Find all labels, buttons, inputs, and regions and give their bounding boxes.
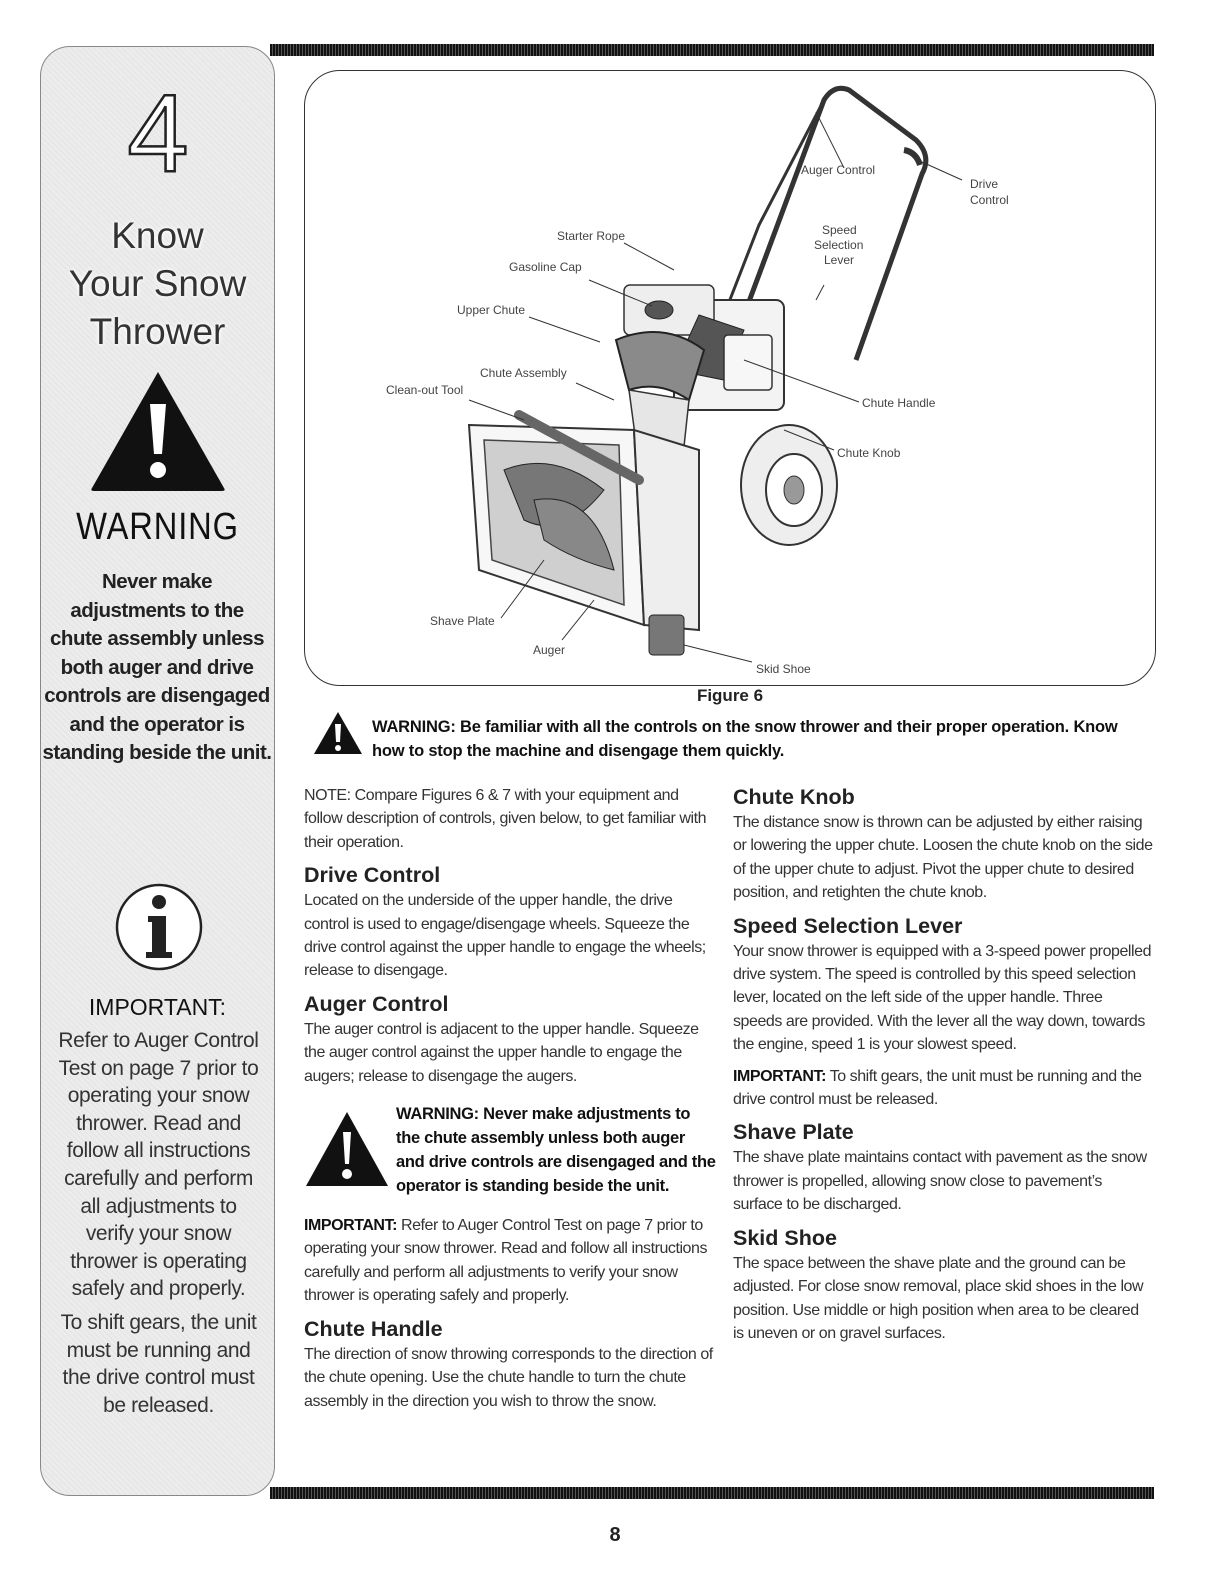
important-text: To shift gears, the unit must be running and the drive control must be released. [733,1067,1142,1109]
label-chute-handle: Chute Handle [862,396,936,410]
important-paragraph [733,1065,1153,1112]
label-cleanout-tool: Clean-out Tool [386,383,464,397]
drive-control-heading: Drive Control [304,863,441,888]
snow-thrower-diagram [304,70,1156,686]
label-gasoline-cap: Gasoline Cap [509,260,582,274]
important-paragraph [304,1214,714,1308]
sidebar-warning-title: WARNING [76,506,239,548]
skid-shoe-text: The space between the shave plate and the ground can be adjusted. For close snow removal, place skid shoes in the low position. Use middle or high position when area to be cleared is uneven or on gravel surfaces. [733,1254,1144,1342]
label-speed-selection-lever: Lever [824,253,855,267]
chute-handle-heading: Chute Handle [304,1316,443,1341]
label-chute-assembly: Chute Assembly [480,366,567,380]
label-drive-control: Drive [970,177,999,191]
speed-selection-text: Your snow thrower is equipped with a 3-speed power propelled drive system. The speed is controlled by this speed selection lever, located on the left side of the upper handle. Three speeds are provided. With the lever all the way down, towards the engine, speed 1 is your slowest speed. [733,942,1152,1054]
figure-caption: Figure 6 [696,686,764,705]
chapter-title-line: Thrower [89,311,226,352]
inline-warning [304,1102,714,1208]
sidebar-important-paragraph: To shift gears, the unit must be running and the drive control must be released. [60,1310,257,1417]
shave-plate-heading: Shave Plate [733,1120,854,1145]
drive-control-text: Located on the underside of the upper handle, the drive control is used to engage/disengage wheels. Squeeze the drive control against the upper handle to engage the wheels; release to disengage. [304,892,706,980]
sidebar-warning-text: Never make adjustments to the chute assembly unless both auger and drive controls are disengaged and the operator is standing beside the unit. [42,570,272,764]
warning-triangle-icon [304,1110,390,1188]
sidebar-important-title: IMPORTANT: [88,994,227,1020]
page-number: 8 [609,1524,621,1546]
label-skid-shoe: Skid Shoe [756,662,811,676]
chapter-title [40,212,275,356]
important-label: IMPORTANT: [304,1217,397,1235]
important-text: Refer to Auger Control Test on page 7 prior to operating your snow thrower. Read and follow all instructions carefully and perform all adjustments to verify your snow thrower is operating safely and properly. [304,1217,708,1305]
label-auger-control: Auger Control [801,163,876,177]
warning-triangle-icon [88,368,228,493]
important-label: IMPORTANT: [733,1067,826,1085]
note-text: NOTE: Compare Figures 6 & 7 with your equipment and follow description of controls, given below, to get familiar with their operation. [304,787,707,851]
main-warning-text: WARNING: Be familiar with all the controls on the snow thrower and their proper operation. Know how to stop the machine and disengage them quickly. [372,718,1118,760]
chapter-title-line: Know [111,215,204,256]
chapter-number: 4 [127,72,189,195]
warning-triangle-icon [312,710,364,756]
left-column [304,784,714,1421]
bottom-rule [270,1487,1154,1499]
inline-warning-text: WARNING: Never make adjustments to the chute assembly unless both auger and drive controls are disengaged and the operator is standing beside the unit. [396,1105,716,1196]
auger-control-text: The auger control is adjacent to the upper handle. Squeeze the auger control against the upper handle to engage the augers; release to disengage the augers. [304,1020,699,1085]
skid-shoe-heading: Skid Shoe [733,1225,837,1250]
auger-control-heading: Auger Control [304,991,449,1016]
chapter-title-line: Your Snow [68,263,247,304]
sidebar-important-text [56,1027,261,1425]
label-chute-knob: Chute Knob [837,446,901,460]
label-shave-plate: Shave Plate [430,614,495,628]
right-column [733,784,1153,1353]
chute-handle-text: The direction of snow throwing corresponds to the direction of the chute opening. Use the chute handle to turn the chute assembly in the direction you wish to throw the snow. [304,1345,713,1410]
top-rule [270,44,1154,56]
label-speed-selection-lever: Selection [814,238,864,252]
label-upper-chute: Upper Chute [457,303,526,317]
label-drive-control: Control [970,193,1009,207]
chute-knob-text: The distance snow is thrown can be adjusted by either raising or lowering the upper chute. Loosen the chute knob on the side of the upper chute to adjust. Pivot the upper chute to desired position, and retighten the chute knob. [733,814,1153,902]
label-speed-selection-lever: Speed [822,223,857,237]
chute-knob-heading: Chute Knob [733,785,855,809]
shave-plate-text: The shave plate maintains contact with pavement as the snow thrower is propelled, allowing snow close to pavement’s surface to be discharged. [733,1149,1147,1214]
speed-selection-heading: Speed Selection Lever [733,913,963,938]
info-icon [114,882,204,972]
label-auger: Auger [533,643,566,657]
label-starter-rope: Starter Rope [557,229,626,243]
sidebar-important-paragraph: Refer to Auger Control Test on page 7 prior to operating your snow thrower. Read and follow all instructions carefully and perform all adjustments to verify your snow thrower is operating safely and properly. [58,1029,259,1301]
